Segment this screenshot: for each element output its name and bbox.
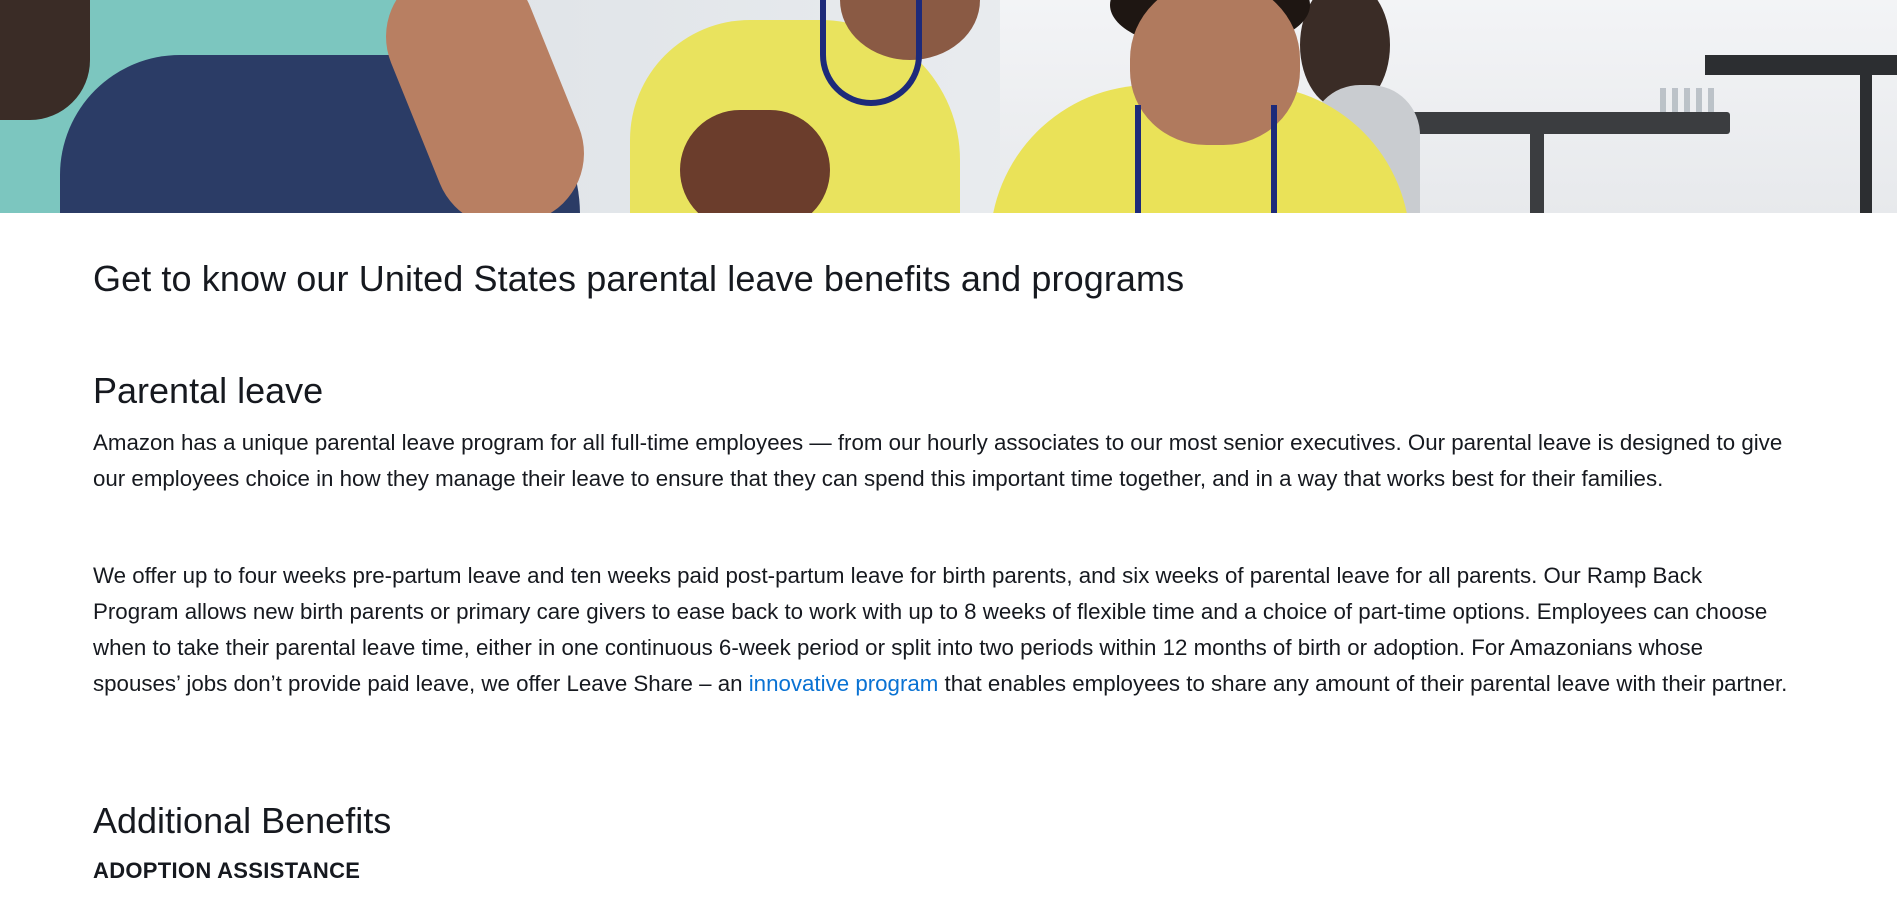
shelf-bottles	[1660, 88, 1720, 114]
innovative-program-link[interactable]: innovative program	[748, 671, 939, 696]
child-leg	[680, 110, 830, 213]
table-leg-right	[1860, 70, 1872, 213]
parental-leave-heading: Parental leave	[93, 370, 324, 411]
parental-leave-intro-paragraph: Amazon has a unique parental leave program for all full-time employees — from our hourly associates to our most senior executives. Our parental leave is designed to give our employees choice in how they manage their leave to ensure that they can spend this important time together, and in a way that works best for their families.	[93, 430, 1783, 491]
adoption-assistance-heading: ADOPTION ASSISTANCE	[93, 858, 361, 883]
page-title: Get to know our United States parental leave benefits and programs	[93, 258, 1185, 299]
paragraph-text-continued: that enables employees to share any amount of their parental leave with their partner.	[938, 671, 1788, 696]
paragraph-text: We offer up to four weeks pre-partum leave and ten weeks paid post-partum leave for birth parents, and six weeks of parental leave for all parents. Our Ramp Back Program allows new birth parents or primary care givers to ease back to work with up to 8 weeks of flexible time and a choice of part-time options. Employees can choose when to take their parental leave time, either in one continuous 6-week period or split into two periods within 12 months of birth or adoption. For Amazonians whose spouses’ jobs don’t provide paid leave, we offer Leave Share – an	[93, 563, 1768, 696]
parental-leave-details-paragraph	[93, 558, 1793, 702]
table-leg	[1530, 130, 1544, 213]
classroom-table	[1380, 112, 1730, 134]
additional-benefits-heading: Additional Benefits	[93, 800, 392, 841]
child-lanyard	[820, 0, 922, 106]
child-lanyard-2	[1135, 105, 1277, 213]
hero-image	[0, 0, 1897, 213]
